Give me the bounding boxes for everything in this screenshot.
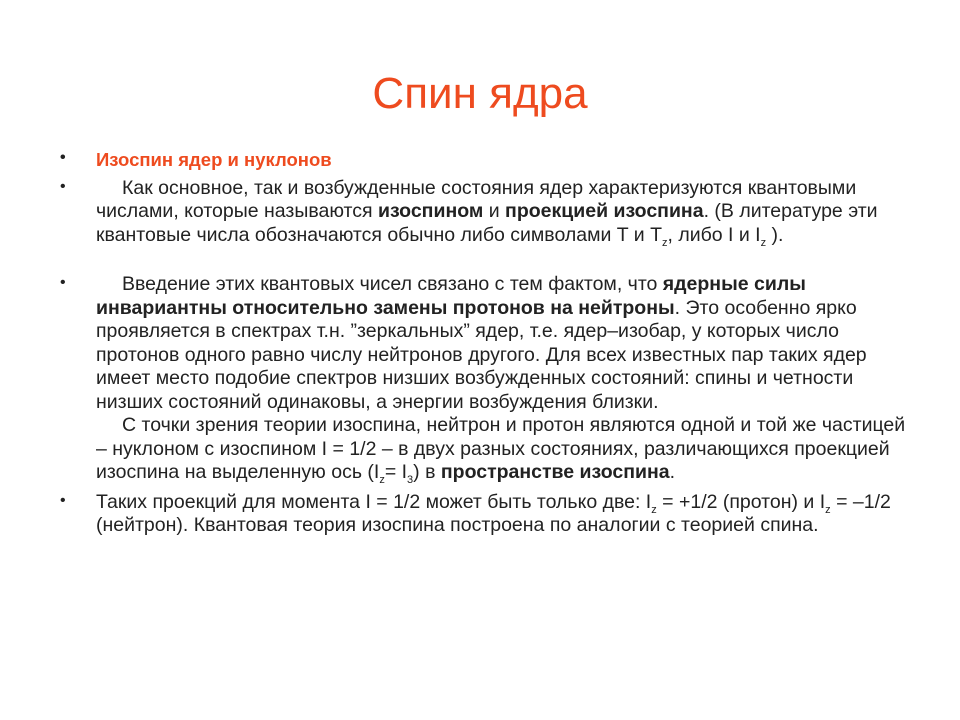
bullet-list bbox=[60, 148, 910, 538]
bullet-dot: • bbox=[60, 274, 66, 291]
p1-text-2: и bbox=[483, 200, 506, 222]
subscript-z: z bbox=[825, 503, 831, 516]
subscript-z: z bbox=[651, 503, 657, 516]
p1-text-5: ). bbox=[766, 223, 784, 246]
p2-text-1: Введение этих квантовых чисел связано с тем фактом, что bbox=[122, 273, 663, 295]
bullet-dot: • bbox=[60, 149, 66, 166]
p2-text-5: ) в bbox=[413, 461, 441, 483]
subscript-z: z bbox=[760, 236, 767, 249]
slide-title: Спин ядра bbox=[372, 69, 588, 118]
bullet-paragraph-3 bbox=[60, 491, 910, 538]
p1-text-4: , либо I и I bbox=[667, 223, 761, 246]
term-nuclear-forces: ядерные силы инвариантны относительно замены протонов на нейтроны bbox=[96, 273, 806, 319]
bullet-paragraph-2 bbox=[60, 273, 910, 485]
p2-text-4: = I bbox=[384, 461, 408, 483]
p3-text-1: Таких проекций для момента I = 1/2 может быть только две: I bbox=[96, 490, 652, 513]
p3-text-3: = –1/2 (нейтрон). Квантовая теория изоспина построена по аналогии с теорией спина. bbox=[96, 490, 891, 536]
p3-text-2: = +1/2 (протон) и I bbox=[656, 490, 826, 513]
p2-text-3: С точки зрения теории изоспина, нейтрон и протон являются одной и той же частицей – нуклоном с изоспином I = 1/2 – в двух разных состояниях, различающихся проекцией изоспина на выделенную ось (I bbox=[96, 414, 906, 483]
p1-text-3: . (В литературе эти квантовые числа обозначаются обычно либо символами T и T bbox=[96, 200, 878, 246]
heading-text: Изоспин ядер и нуклонов bbox=[96, 149, 332, 170]
p1-text-1: Как основное, так и возбужденные состояния ядер характеризуются квантовыми числами, которые называются bbox=[96, 176, 857, 222]
term-isospin: изоспином bbox=[377, 200, 484, 222]
p2-text-2: . Это особенно ярко проявляется в спектрах т.н. ”зеркальных” ядер, т.е. ядер–изобар, у которых число протонов одного равно числу нейтронов другого. Для всех известных пар таких ядер имеет место подобие спектров низших возбужденных состояний: спины и четности низших состояний одинаковы, а энергии возбуждения близки. bbox=[96, 296, 867, 413]
term-isospin-space: пространстве изоспина bbox=[440, 461, 670, 483]
bullet-dot: • bbox=[60, 177, 66, 195]
bullet-heading bbox=[60, 148, 910, 172]
p2-text-6: . bbox=[669, 461, 676, 483]
subscript-3: 3 bbox=[407, 474, 414, 486]
bullet-paragraph-1 bbox=[60, 177, 910, 248]
bullet-dot: • bbox=[60, 491, 66, 509]
term-isospin-projection: проекцией изоспина bbox=[505, 200, 704, 222]
subscript-z: z bbox=[379, 474, 385, 486]
subscript-z: z bbox=[662, 236, 668, 249]
